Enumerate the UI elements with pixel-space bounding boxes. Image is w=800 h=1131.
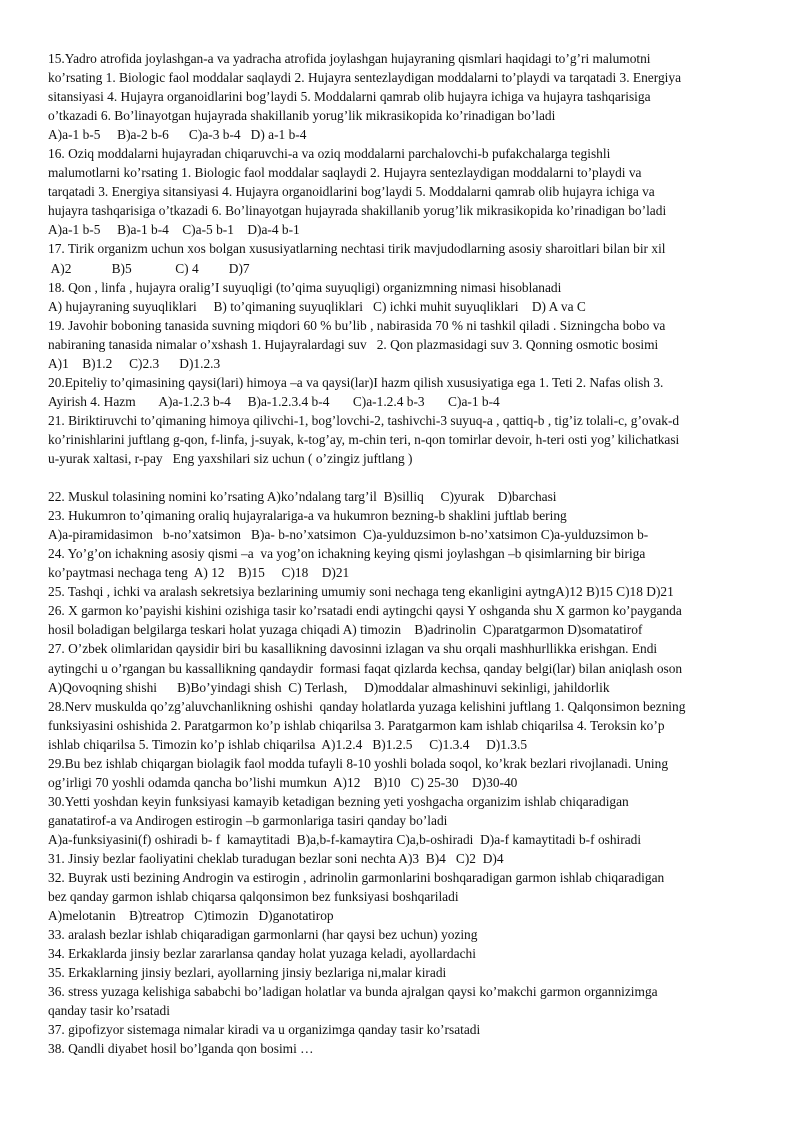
text-line: nabiraning tanasida nimalar o’xshash 1. Hujayralardagi suv 2. Qon plazmasidagi suv 3. Qonning osmotic bosimi: [48, 336, 659, 352]
text-line: 36. stress yuzaga kelishiga sababchi bo’ladigan holatlar va bunda ajralgan qaysi ko’makchi garmon organnizimga: [48, 984, 658, 1000]
text-line: A)Qovoqning shishi B)Bo’yindagi shish C) Terlash, D)moddalar almashinuvi sekinligi, jahildorlik: [48, 679, 610, 695]
text-line: A)a-piramidasimon b-no’xatsimon B)a- b-no’xatsimon C)a-yulduzsimon b-no’xatsimon C)a-yulduzsimon b-: [48, 527, 649, 543]
text-line: A)a-funksiyasini(f) oshiradi b- f kamaytitadi B)a,b-f-kamaytira C)a,b-oshiradi D)a-f kamaytitadi b-f oshiradi: [48, 831, 642, 847]
text-line: A)a-1 b-5 B)a-2 b-6 C)a-3 b-4 D) a-1 b-4: [48, 127, 307, 143]
text-line: 16. Oziq moddalarni hujayradan chiqaruvchi-a va oziq moddalarni parchalovchi-b pufakchalarga tegishli: [48, 146, 611, 162]
text-line: 34. Erkaklarda jinsiy bezlar zararlansa qanday holat yuzaga keladi, ayollardachi: [48, 946, 476, 962]
text-line: 22. Muskul tolasining nomini ko’rsating A)ko’ndalang targ’il B)silliq C)yurak D)barchasi: [48, 489, 557, 505]
text-line: aytingchi u o’rgangan bu kassallikning qandaydir formasi faqat qizlarda kechsa, qanday belgi(lar) bilan aniqlash oson: [48, 660, 683, 676]
text-line: 30.Yetti yoshdan keyin funksiyasi kamayib ketadigan bezning yeti yoshgacha organizim ishlab chiqaradigan: [48, 793, 629, 809]
text-line: 24. Yo’g’on ichakning asosiy qismi –a va yog’on ichakning keying qismi joylashgan –b qisimlarning bir biriga: [48, 546, 646, 562]
text-line: A) hujayraning suyuqliklari B) to’qimaning suyuqliklari C) ichki muhit suyuqliklari D) A va C: [48, 298, 586, 314]
text-line: 23. Hukumron to’qimaning oraliq hujayralariga-a va hukumron bezning-b shaklini juftlab bering: [48, 508, 567, 524]
text-line: 26. X garmon ko’payishi kishini ozishiga tasir ko’rsatadi endi aytingchi qaysi Y oshganda shu X garmon ko’payganda: [48, 603, 682, 619]
text-line: 31. Jinsiy bezlar faoliyatini cheklab turadugan bezlar soni nechta A)3 B)4 C)2 D)4: [48, 850, 504, 866]
text-line: A)1 B)1.2 C)2.3 D)1.2.3: [48, 355, 221, 371]
text-line: 21. Biriktiruvchi to’qimaning himoya qilivchi-1, bog’lovchi-2, tashivchi-3 suyuq-a , qattiq-b , tig’iz tolali-c, g’ovak-d: [48, 412, 680, 428]
text-line: 27. O’zbek olimlaridan qaysidir biri bu kasallikning davosinni izlagan va shu orqali mashhurllikka erishgan. Endi: [48, 641, 658, 657]
text-line: 28.Nerv muskulda qo’zg’aluvchanlikning oshishi qanday holatlarda yuzaga kelishini juftlang 1. Qalqonsimon bezning: [48, 698, 686, 714]
text-line: funksiyasini oshishida 2. Paratgarmon ko’p ishlab chiqarilsa 3. Paratgarmon kam ishlab chiqarilsa 4. Teroksin ko’p: [48, 717, 665, 733]
text-line: 25. Tashqi , ichki va aralash sekretsiya bezlarining umumiy soni nechaga teng ekanligini aytngA)12 B)15 C)18 D)21: [48, 584, 674, 600]
text-line: A)melotanin B)treatrop C)timozin D)ganotatirop: [48, 908, 334, 924]
text-line: tarqatadi 3. Energiya sitansiyasi 4. Hujayra organoidlarini bog’laydi 5. Moddalarni qamrab olib hujayra ichiga va: [48, 184, 655, 200]
text-line: 15.Yadro atrofida joylashgan-a va yadracha atrofida joylashgan hujayraning qismlari haqidagi to’g’ri malumotni: [48, 51, 651, 66]
text-line: sitansiyasi 4. Hujayra organoidlarini bog’laydi 5. Moddalarni qamrab olib hujayra ichiga va hujayra tashqarisiga: [48, 89, 651, 105]
text-line: 17. Tirik organizm uchun xos bolgan xususiyatlarning nechtasi tirik mavjudodlarning asosiy sharoitlari bilan bir xil: [48, 241, 666, 257]
text-line: ko’rinishlarini juftlang g-qon, f-linfa, j-suyak, k-tog’ay, m-chin teri, n-qon tomirlar devoir, h-teri osti yog’ kilichatkasi: [48, 431, 680, 447]
text-line: hujayra tashqarisiga o’tkazadi 6. Bo’linayotgan hujayrada shakillanib yorug’lik mikrasikopida ko’rinadigan bo’ladi: [48, 203, 667, 219]
text-line: 33. aralash bezlar ishlab chiqaradigan garmonlarni (har qaysi bez uchun) yozing: [48, 927, 478, 943]
text-line: u-yurak xaltasi, r-pay Eng yaxshilari siz uchun ( o’zingiz juftlang ): [48, 450, 413, 466]
text-line: 20.Epiteliy to’qimasining qaysi(lari) himoya –a va qaysi(lar)I hazm qilish xususiyatiga ega 1. Teti 2. Nafas olish 3.: [48, 374, 664, 390]
text-line: 18. Qon , linfa , hujayra oralig’I suyuqligi (to’qima suyuqligi) organizmning nimasi hisoblanadi: [48, 279, 562, 295]
document-page: [48, 49, 758, 1058]
text-line: ganatatirof-a va Andirogen estirogin –b garmonlariga tasiri qanday bo’ladi: [48, 812, 448, 828]
text-line: 35. Erkaklarning jinsiy bezlari, ayollarning jinsiy bezlariga ni,malar kiradi: [48, 965, 447, 981]
text-line: 37. gipofizyor sistemaga nimalar kiradi va u organizimga qanday tasir ko’rsatadi: [48, 1022, 481, 1038]
text-line: qanday tasir ko’rsatadi: [48, 1003, 170, 1019]
text-line: A)2 B)5 C) 4 D)7: [48, 260, 250, 276]
text-line: malumotlarni ko’rsating 1. Biologic faol moddalar saqlaydi 2. Hujayra sentezlaydigan moddalarni to’playdi va: [48, 165, 642, 181]
text-line: 38. Qandli diyabet hosil bo’lganda qon bosimi …: [48, 1041, 314, 1057]
text-line: ko’paytmasi nechaga teng A) 12 B)15 C)18 D)21: [48, 565, 350, 581]
text-line: Ayirish 4. Hazm A)a-1.2.3 b-4 B)a-1.2.3.4 b-4 C)a-1.2.4 b-3 C)a-1 b-4: [48, 393, 500, 409]
text-line: og’irligi 70 yoshli odamda qancha bo’lishi mumkun A)12 B)10 C) 25-30 D)30-40: [48, 774, 518, 790]
text-line: ko’rsating 1. Biologic faol moddalar saqlaydi 2. Hujayra sentezlaydigan moddalarni to’playdi va tarqatadi 3. Energiya: [48, 70, 682, 86]
text-line: hosil boladigan belgilarga teskari holat yuzaga chiqadi A) timozin B)adrinolin C)paratgarmon D)somatatirof: [48, 622, 643, 638]
blank-line: [48, 468, 758, 487]
text-line: ishlab chiqarilsa 5. Timozin ko’p ishlab chiqarilsa A)1.2.4 B)1.2.5 C)1.3.4 D)1.3.5: [48, 736, 528, 752]
text-line: bez qanday garmon ishlab chiqarsa qalqonsimon bez funksiyasi boshqariladi: [48, 889, 459, 905]
text-line: 32. Buyrak usti bezining Androgin va estirogin , adrinolin garmonlarini boshqaradigan garmon ishlab chiqaradigan: [48, 870, 665, 886]
text-line: A)a-1 b-5 B)a-1 b-4 C)a-5 b-1 D)a-4 b-1: [48, 222, 300, 238]
text-line: 19. Javohir boboning tanasida suvning miqdori 60 % bu’lib , nabirasida 70 % ni tashkil qiladi . Sizningcha bobo va: [48, 317, 666, 333]
text-line: o’tkazadi 6. Bo’linayotgan hujayrada shakillanib yorug’lik mikrasikopida ko’rinadigan bo’ladi: [48, 108, 556, 124]
text-line: 29.Bu bez ishlab chiqargan biolagik faol modda tufayli 8-10 yoshli bolada soqol, ko’krak bezlari rivojlanadi. Uning: [48, 755, 669, 771]
